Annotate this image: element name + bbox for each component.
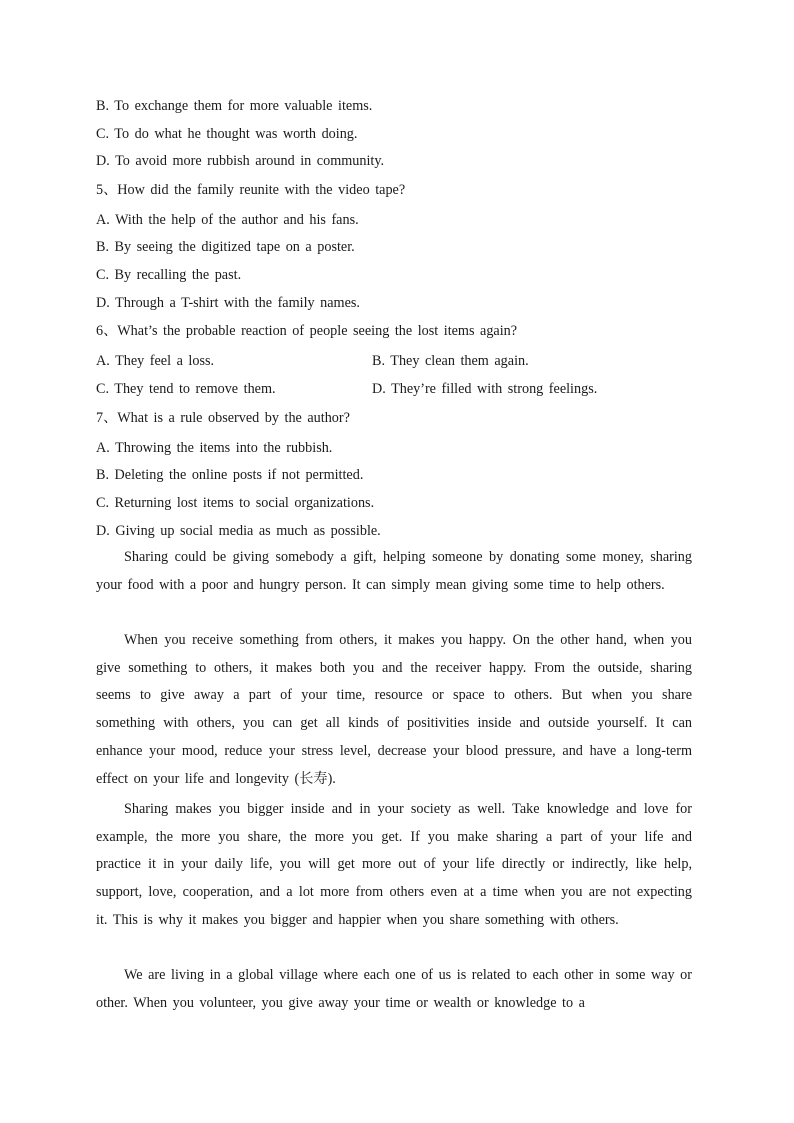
passage-paragraph-3: Sharing makes you bigger inside and in your society as well. Take knowledge and love for example, the more you share, the more you get. If you make sharing a part of your life and practice it in your daily life, you will get more out of your life directly or indirectly, like help, support, love, cooperation, and a lot more from others even at a time when you are not expecting it. This is why it makes you bigger and happier when you share something with others. xyxy=(96,801,692,928)
q5-stem: 5、How did the family reunite with the video tape? xyxy=(96,182,406,198)
q4-option-b: B. To exchange them for more valuable items. xyxy=(96,98,373,114)
q5-option-c: C. By recalling the past. xyxy=(96,267,242,283)
q6-option-c: C. They tend to remove them. xyxy=(96,381,276,397)
q6-option-b: B. They clean them again. xyxy=(372,353,529,369)
q4-option-d: D. To avoid more rubbish around in community. xyxy=(96,153,385,169)
q5-option-b: B. By seeing the digitized tape on a poster. xyxy=(96,239,355,255)
passage-paragraph-1: Sharing could be giving somebody a gift, helping someone by donating some money, sharing your food with a poor and hungry person. It can simply mean giving some time to help others. xyxy=(96,549,692,593)
q7-option-c: C. Returning lost items to social organizations. xyxy=(96,495,375,511)
q7-option-a: A. Throwing the items into the rubbish. xyxy=(96,440,333,456)
q7-stem: 7、What is a rule observed by the author? xyxy=(96,410,350,426)
q7-option-b: B. Deleting the online posts if not permitted. xyxy=(96,467,364,483)
q6-option-d: D. They’re filled with strong feelings. xyxy=(372,381,598,397)
q5-option-a: A. With the help of the author and his fans. xyxy=(96,212,359,228)
q7-option-d: D. Giving up social media as much as possible. xyxy=(96,523,381,539)
q4-option-c: C. To do what he thought was worth doing. xyxy=(96,126,358,142)
passage-paragraph-4: We are living in a global village where each one of us is related to each other in some way or other. When you volunteer, you give away your time or wealth or knowledge to a xyxy=(96,967,692,1011)
passage-paragraph-2: When you receive something from others, it makes you happy. On the other hand, when you give something to others, it makes both you and the receiver happy. From the outside, sharing seems to give away a part of your time, resource or space to others. But when you share something with others, you can get all kinds of positivities inside and outside yourself. It can enhance your mood, reduce your stress level, decrease your blood pressure, and have a long-term effect on your life and longevity (长寿). xyxy=(96,632,692,787)
q5-option-d: D. Through a T-shirt with the family names. xyxy=(96,295,360,311)
q6-option-a: A. They feel a loss. xyxy=(96,353,215,369)
q6-stem: 6、What’s the probable reaction of people seeing the lost items again? xyxy=(96,323,518,339)
